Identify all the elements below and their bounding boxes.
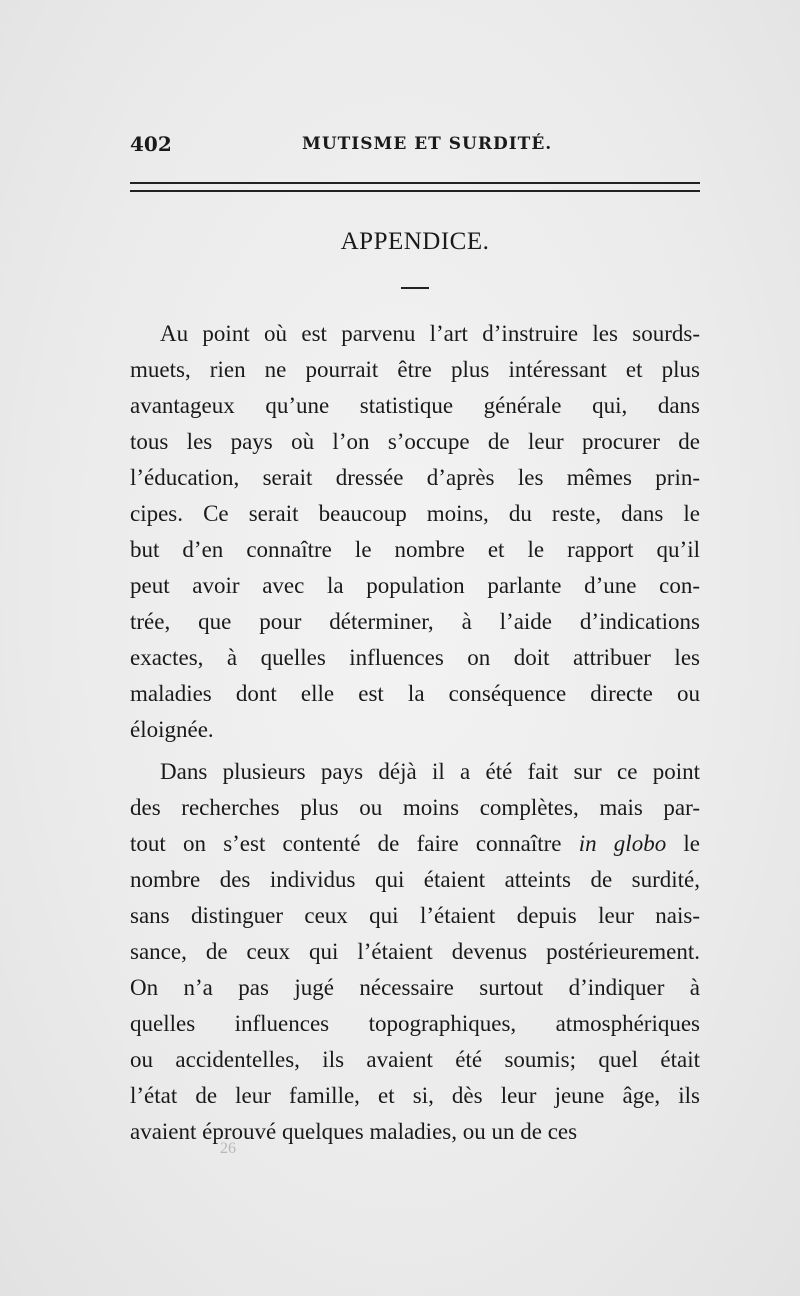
text-line: peut avoir avec la population parlante d’une con- <box>130 573 700 598</box>
paragraph-2 <box>130 754 700 1150</box>
text-line: éloignée. <box>130 717 214 742</box>
section-title: APPENDICE. <box>340 228 490 255</box>
text-line: tout on s’est contenté de faire connaître in globo le <box>130 831 701 856</box>
page-header <box>130 132 700 162</box>
text-line: quelles influences topographiques, atmosphériques <box>130 1011 700 1036</box>
text-line: On n’a pas jugé nécessaire surtout d’indiquer à <box>130 975 700 1000</box>
text-line: but d’en connaître le nombre et le rapport qu’il <box>130 537 700 562</box>
text-line: sans distinguer ceux qui l’étaient depuis leur nais- <box>130 903 700 928</box>
bleed-through-signature: 26 <box>220 1140 236 1157</box>
page-number: 402 <box>130 132 172 156</box>
title-dash-divider <box>401 287 429 289</box>
text-line: Au point où est parvenu l’art d’instruire les sourds- <box>160 321 700 346</box>
header-rule-top <box>130 182 700 184</box>
text-line: maladies dont elle est la conséquence directe ou <box>130 681 700 706</box>
text-line: trée, que pour déterminer, à l’aide d’indications <box>130 609 700 634</box>
text-line: cipes. Ce serait beaucoup moins, du reste, dans le <box>130 501 700 526</box>
text-line: sance, de ceux qui l’étaient devenus postérieurement. <box>130 939 700 964</box>
text-line: avantageux qu’une statistique générale qui, dans <box>130 393 700 418</box>
text-line: exactes, à quelles influences on doit attribuer les <box>130 645 700 670</box>
text-line: tous les pays où l’on s’occupe de leur procurer de <box>130 429 700 454</box>
text-line: l’état de leur famille, et si, dès leur jeune âge, ils <box>130 1083 700 1108</box>
text-line: ou accidentelles, ils avaient été soumis; quel était <box>130 1047 700 1072</box>
text-line: l’éducation, serait dressée d’après les mêmes prin- <box>130 465 700 490</box>
header-rule-bottom <box>130 190 700 192</box>
paragraph-1 <box>130 316 700 748</box>
text-line: nombre des individus qui étaient atteints de surdité, <box>130 867 700 892</box>
text-line: avaient éprouvé quelques maladies, ou un de ces <box>130 1119 578 1144</box>
body-text <box>130 316 700 1150</box>
text-line: Dans plusieurs pays déjà il a été fait sur ce point <box>160 759 700 784</box>
running-title: MUTISME ET SURDITÉ. <box>302 134 553 154</box>
text-line: des recherches plus ou moins complètes, mais par- <box>130 795 700 820</box>
text-line: muets, rien ne pourrait être plus intéressant et plus <box>130 357 700 382</box>
